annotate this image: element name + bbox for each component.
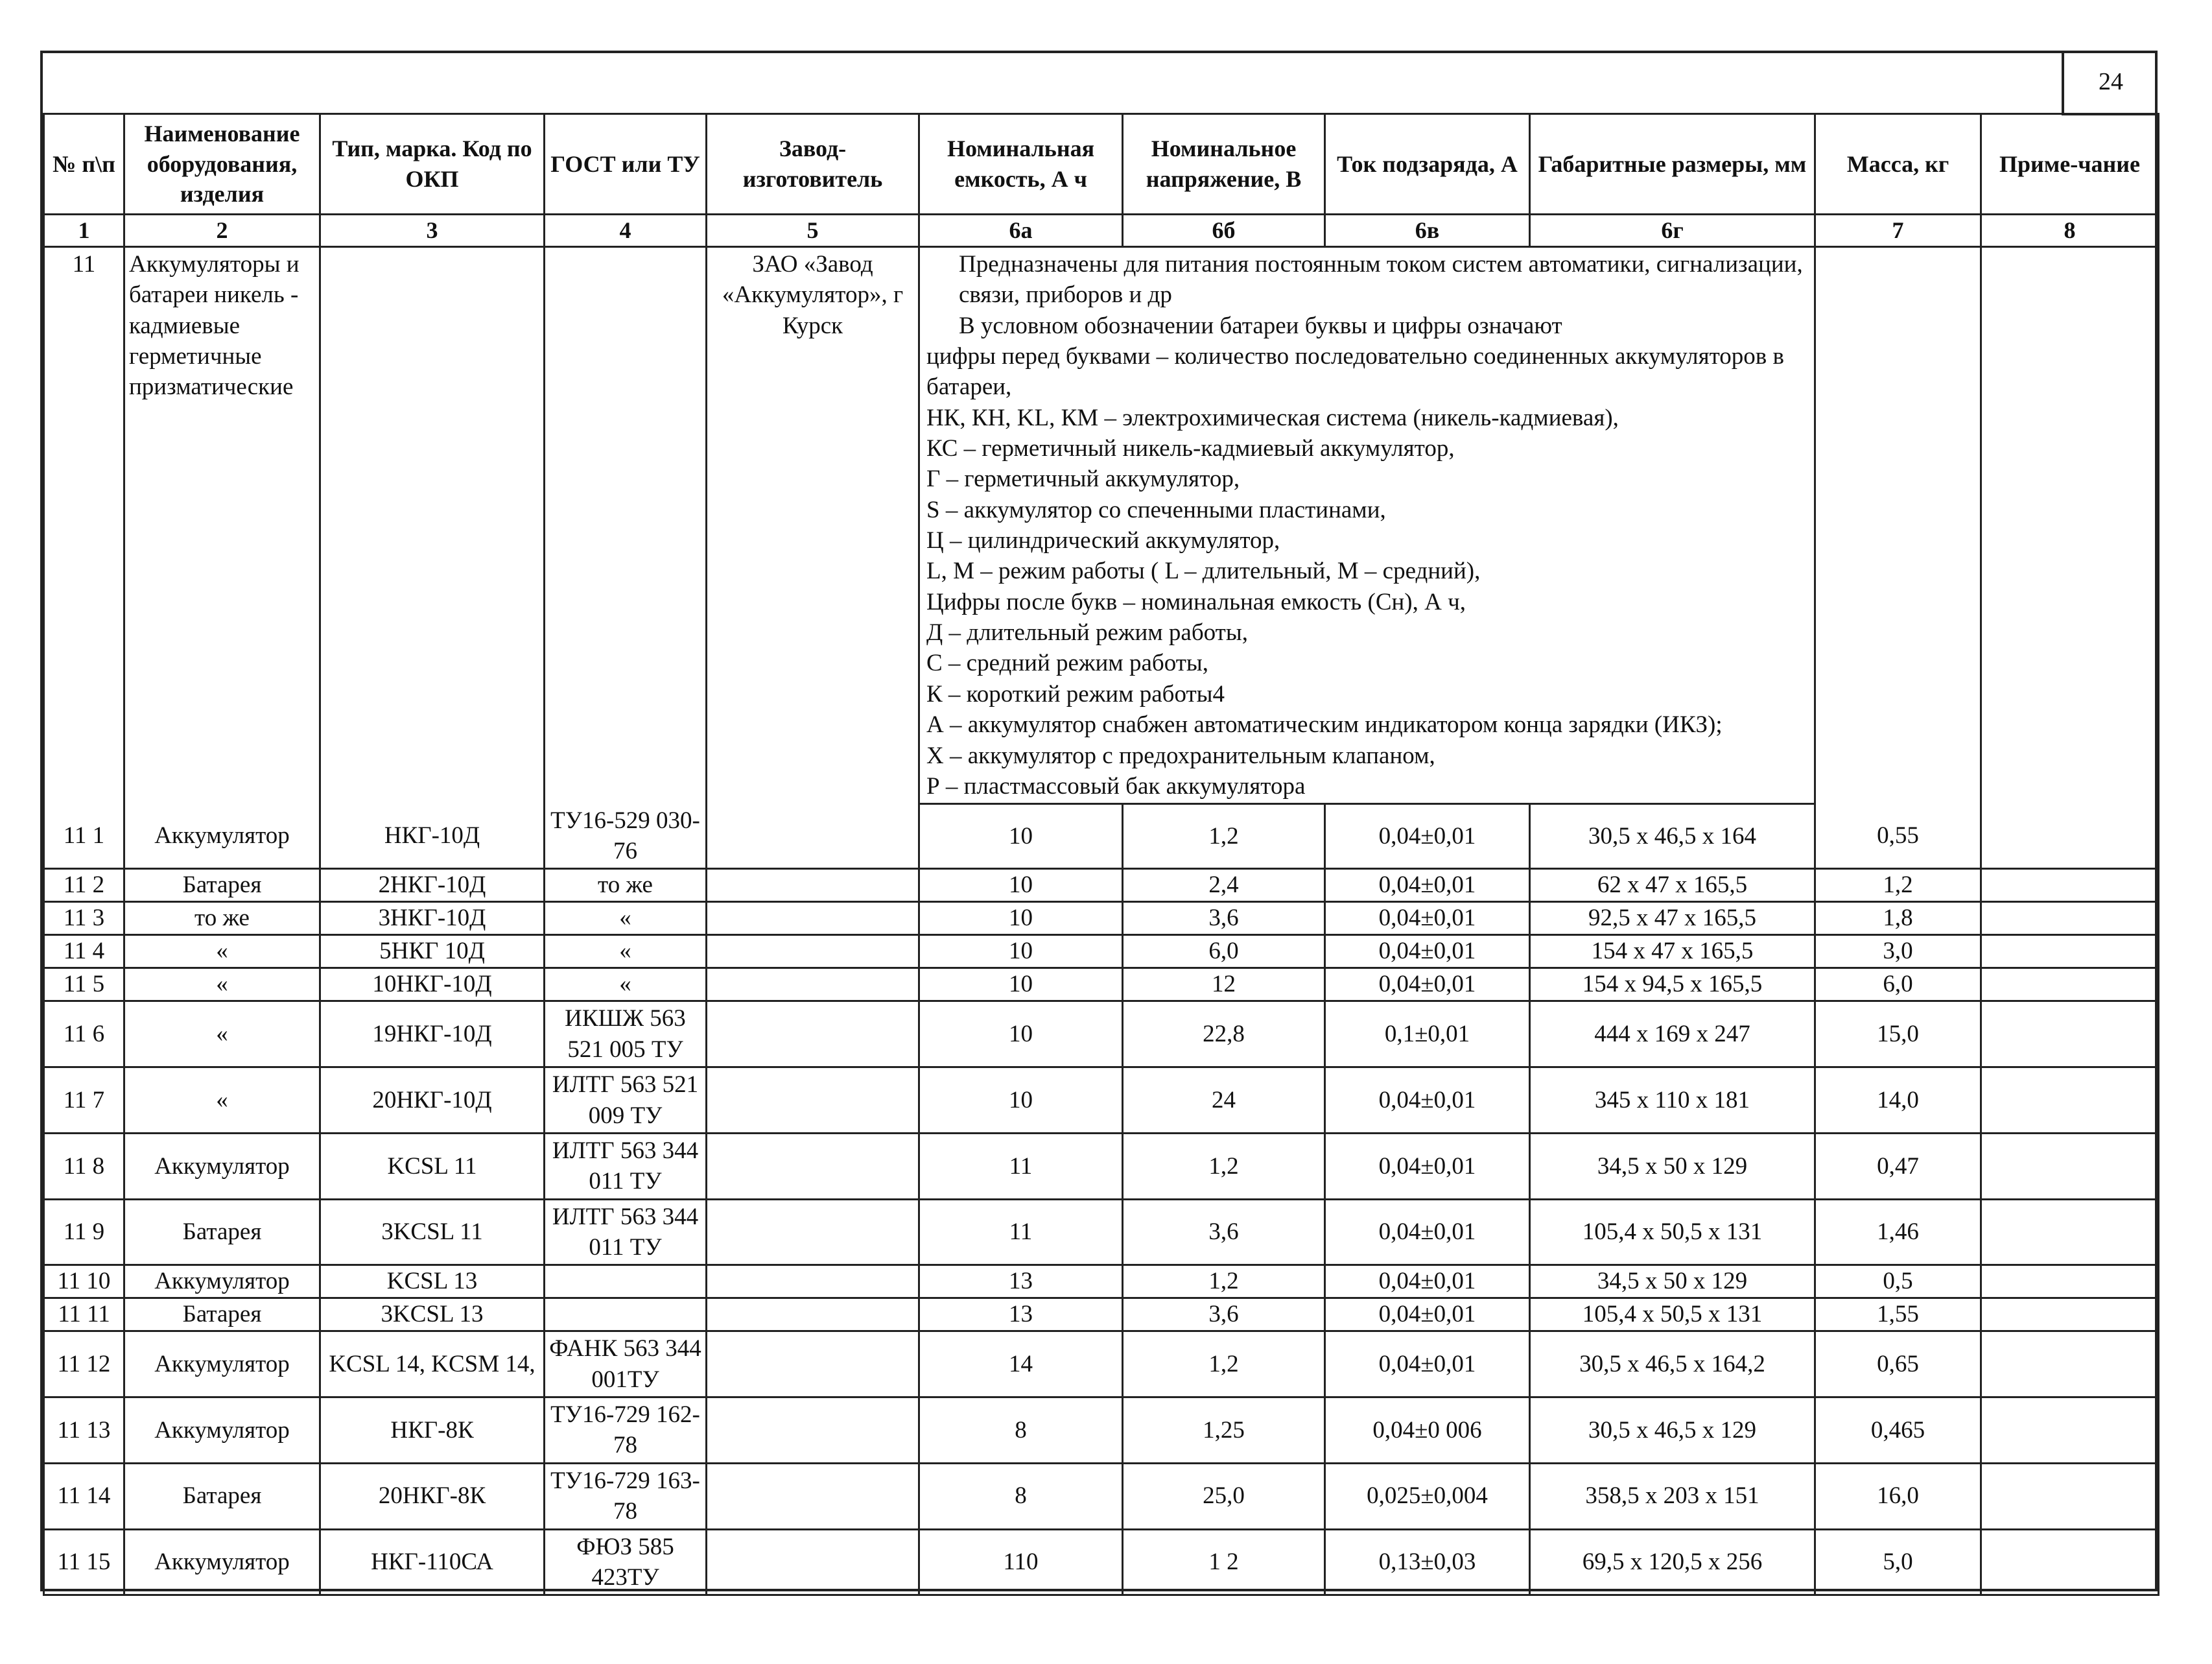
row-maker bbox=[707, 1331, 919, 1397]
row-dims: 105,4 х 50,5 х 131 bbox=[1530, 1199, 1815, 1265]
row-mass: 0,5 bbox=[1815, 1265, 1981, 1298]
row-note bbox=[1981, 1298, 2159, 1331]
row-type: 10НКГ-10Д bbox=[320, 968, 545, 1001]
row-type: 20НКГ-10Д bbox=[320, 1067, 545, 1134]
row-dims: 92,5 х 47 х 165,5 bbox=[1530, 902, 1815, 935]
table-row bbox=[44, 1397, 2159, 1464]
row-num: 11 5 bbox=[44, 968, 124, 1001]
row-num: 11 13 bbox=[44, 1397, 124, 1464]
row-type: 20НКГ-8К bbox=[320, 1463, 545, 1529]
row-type: KCSL 11 bbox=[320, 1133, 545, 1199]
row-type: 5НКГ 10Д bbox=[320, 935, 545, 968]
row-num: 11 14 bbox=[44, 1463, 124, 1529]
row-dims: 345 х 110 х 181 bbox=[1530, 1067, 1815, 1134]
row-maker bbox=[707, 968, 919, 1001]
row-num: 11 8 bbox=[44, 1133, 124, 1199]
row-note bbox=[1981, 935, 2159, 968]
row-current: 0,04±0,01 bbox=[1325, 1133, 1530, 1199]
description-line: А – аккумулятор снабжен автоматическим индикатором конца зарядки (ИКЗ); bbox=[926, 711, 1723, 739]
row-mass: 0,47 bbox=[1815, 1133, 1981, 1199]
row-name: « bbox=[124, 1067, 320, 1134]
col-number: 3 bbox=[320, 215, 545, 247]
row-name: то же bbox=[124, 902, 320, 935]
row-type: 3KCSL 11 bbox=[320, 1199, 545, 1265]
row-type: 19НКГ-10Д bbox=[320, 1001, 545, 1067]
row-current: 0,1±0,01 bbox=[1325, 1001, 1530, 1067]
row-current: 0,04±0 006 bbox=[1325, 1397, 1530, 1464]
header-maker: Завод-изготовитель bbox=[707, 114, 919, 215]
table-row bbox=[44, 1133, 2159, 1199]
row-maker bbox=[707, 1529, 919, 1595]
row-maker bbox=[707, 1298, 919, 1331]
description-line: S – аккумулятор со спеченными пластинами, bbox=[926, 496, 1386, 523]
row-num: 11 2 bbox=[44, 869, 124, 902]
row-dims: 444 х 169 х 247 bbox=[1530, 1001, 1815, 1067]
row-voltage: 6,0 bbox=[1123, 935, 1325, 968]
row-current: 0,04±0,01 bbox=[1325, 1298, 1530, 1331]
row-type: KCSL 14, KCSM 14, bbox=[320, 1331, 545, 1397]
row-voltage: 24 bbox=[1123, 1067, 1325, 1134]
col-number: 4 bbox=[545, 215, 707, 247]
row-dims: 30,5 х 46,5 х 164 bbox=[1530, 804, 1815, 869]
row-gost bbox=[545, 1265, 707, 1298]
row-dims: 34,5 х 50 х 129 bbox=[1530, 1133, 1815, 1199]
row-dims: 69,5 х 120,5 х 256 bbox=[1530, 1529, 1815, 1595]
row-num: 11 9 bbox=[44, 1199, 124, 1265]
row-capacity: 10 bbox=[919, 1001, 1123, 1067]
row-note bbox=[1981, 1331, 2159, 1397]
row-dims: 105,4 х 50,5 х 131 bbox=[1530, 1298, 1815, 1331]
row-capacity: 11 bbox=[919, 1199, 1123, 1265]
row-mass: 15,0 bbox=[1815, 1001, 1981, 1067]
row-voltage: 12 bbox=[1123, 968, 1325, 1001]
row-capacity: 10 bbox=[919, 902, 1123, 935]
table-row bbox=[44, 902, 2159, 935]
table-row bbox=[44, 1067, 2159, 1134]
header-num: № п\п bbox=[44, 114, 124, 215]
row-voltage: 1,2 bbox=[1123, 1265, 1325, 1298]
row-gost: ТУ16-529 030-76 bbox=[545, 804, 707, 869]
description-line: НК, КН, KL, КМ – электрохимическая система (никель-кадмиевая), bbox=[926, 404, 1619, 431]
row-num: 11 7 bbox=[44, 1067, 124, 1134]
header-voltage: Номинальное напряжение, В bbox=[1123, 114, 1325, 215]
row-dims: 154 х 47 х 165,5 bbox=[1530, 935, 1815, 968]
row-voltage: 1,2 bbox=[1123, 1133, 1325, 1199]
row-note bbox=[1981, 1133, 2159, 1199]
row-capacity: 13 bbox=[919, 1298, 1123, 1331]
row-voltage: 2,4 bbox=[1123, 869, 1325, 902]
row-gost: ИЛТГ 563 344 011 ТУ bbox=[545, 1199, 707, 1265]
table-row bbox=[44, 935, 2159, 968]
row-gost: ТУ16-729 163-78 bbox=[545, 1463, 707, 1529]
header-capacity: Номинальная емкость, А ч bbox=[919, 114, 1123, 215]
row-capacity: 10 bbox=[919, 1067, 1123, 1134]
row-dims: 154 х 94,5 х 165,5 bbox=[1530, 968, 1815, 1001]
row-maker bbox=[707, 902, 919, 935]
row-gost: ИКШЖ 563 521 005 ТУ bbox=[545, 1001, 707, 1067]
row-gost: ФЮЗ 585 423ТУ bbox=[545, 1529, 707, 1595]
row-note bbox=[1981, 1067, 2159, 1134]
row-num: 11 11 bbox=[44, 1298, 124, 1331]
row-type: 3НКГ-10Д bbox=[320, 902, 545, 935]
table-row bbox=[44, 804, 2159, 869]
description-line: С – средний режим работы, bbox=[926, 650, 1209, 677]
row-num: 11 3 bbox=[44, 902, 124, 935]
table-row bbox=[44, 1298, 2159, 1331]
row-note bbox=[1981, 1001, 2159, 1067]
row-type: НКГ-8К bbox=[320, 1397, 545, 1464]
description-line: Р – пластмассовый бак аккумулятора bbox=[926, 772, 1306, 800]
description-line: цифры перед буквами – количество последовательно соединенных аккумуляторов в батареи, bbox=[926, 342, 1784, 401]
row-gost: ИЛТГ 563 521 009 ТУ bbox=[545, 1067, 707, 1134]
row-note bbox=[1981, 869, 2159, 902]
row-capacity: 13 bbox=[919, 1265, 1123, 1298]
header-type: Тип, марка. Код по ОКП bbox=[320, 114, 545, 215]
row-name: « bbox=[124, 968, 320, 1001]
header-current: Ток подзаряда, А bbox=[1325, 114, 1530, 215]
row-mass: 14,0 bbox=[1815, 1067, 1981, 1134]
row-dims: 62 х 47 х 165,5 bbox=[1530, 869, 1815, 902]
row-note bbox=[1981, 1397, 2159, 1464]
table-row bbox=[44, 1265, 2159, 1298]
row-current: 0,04±0,01 bbox=[1325, 968, 1530, 1001]
row-name: Батарея bbox=[124, 1463, 320, 1529]
row-maker bbox=[707, 1133, 919, 1199]
row-capacity: 10 bbox=[919, 804, 1123, 869]
col-number: 8 bbox=[1981, 215, 2159, 247]
row-name: Аккумулятор bbox=[124, 1529, 320, 1595]
row-gost: то же bbox=[545, 869, 707, 902]
col-number: 1 bbox=[44, 215, 124, 247]
row-current: 0,04±0,01 bbox=[1325, 1067, 1530, 1134]
row-maker bbox=[707, 1397, 919, 1464]
empty-cell bbox=[1981, 246, 2159, 803]
row-mass: 1,46 bbox=[1815, 1199, 1981, 1265]
row-voltage: 25,0 bbox=[1123, 1463, 1325, 1529]
row-voltage: 1,2 bbox=[1123, 1331, 1325, 1397]
row-type: 3KCSL 13 bbox=[320, 1298, 545, 1331]
row-current: 0,04±0,01 bbox=[1325, 1265, 1530, 1298]
row-mass: 0,465 bbox=[1815, 1397, 1981, 1464]
row-note bbox=[1981, 1265, 2159, 1298]
row-voltage: 3,6 bbox=[1123, 1199, 1325, 1265]
header-dims: Габаритные размеры, мм bbox=[1530, 114, 1815, 215]
col-number: 6б bbox=[1123, 215, 1325, 247]
col-number: 6в bbox=[1325, 215, 1530, 247]
group-intro-row bbox=[44, 246, 2159, 803]
row-note bbox=[1981, 804, 2159, 869]
row-gost: ТУ16-729 162-78 bbox=[545, 1397, 707, 1464]
row-name: Батарея bbox=[124, 869, 320, 902]
row-note bbox=[1981, 1529, 2159, 1595]
row-num: 11 6 bbox=[44, 1001, 124, 1067]
col-number: 7 bbox=[1815, 215, 1981, 247]
row-current: 0,04±0,01 bbox=[1325, 869, 1530, 902]
row-current: 0,04±0,01 bbox=[1325, 1199, 1530, 1265]
row-mass: 1,8 bbox=[1815, 902, 1981, 935]
row-name: « bbox=[124, 935, 320, 968]
description-line: Предназначены для питания постоянным током систем автоматики, сигнализации, связи, приборов и др bbox=[959, 250, 1803, 309]
header-gost: ГОСТ или ТУ bbox=[545, 114, 707, 215]
row-mass: 5,0 bbox=[1815, 1529, 1981, 1595]
row-type: НКГ-10Д bbox=[320, 804, 545, 869]
row-voltage: 1,25 bbox=[1123, 1397, 1325, 1464]
table-row bbox=[44, 869, 2159, 902]
table-row bbox=[44, 968, 2159, 1001]
empty-cell bbox=[1815, 246, 1981, 803]
row-gost bbox=[545, 1298, 707, 1331]
equipment-table bbox=[43, 113, 2159, 1596]
table-row bbox=[44, 1001, 2159, 1067]
row-current: 0,04±0,01 bbox=[1325, 935, 1530, 968]
row-current: 0,13±0,03 bbox=[1325, 1529, 1530, 1595]
header-note: Приме-чание bbox=[1981, 114, 2159, 215]
description-line: Ц – цилиндрический аккумулятор, bbox=[926, 527, 1280, 554]
row-mass: 16,0 bbox=[1815, 1463, 1981, 1529]
row-capacity: 10 bbox=[919, 869, 1123, 902]
row-name: Батарея bbox=[124, 1298, 320, 1331]
row-gost: « bbox=[545, 968, 707, 1001]
group-name: Аккумуляторы и батареи никель - кадмиевые герметичные призматические bbox=[124, 246, 320, 803]
description-line: Х – аккумулятор с предохранительным клапаном, bbox=[926, 742, 1435, 769]
row-current: 0,04±0,01 bbox=[1325, 1331, 1530, 1397]
header-mass: Масса, кг bbox=[1815, 114, 1981, 215]
column-number-row bbox=[44, 215, 2159, 247]
row-dims: 30,5 х 46,5 х 164,2 bbox=[1530, 1331, 1815, 1397]
row-voltage: 1 2 bbox=[1123, 1529, 1325, 1595]
col-number: 2 bbox=[124, 215, 320, 247]
row-note bbox=[1981, 1463, 2159, 1529]
col-number: 5 bbox=[707, 215, 919, 247]
row-type: KCSL 13 bbox=[320, 1265, 545, 1298]
row-capacity: 11 bbox=[919, 1133, 1123, 1199]
row-mass: 0,55 bbox=[1815, 804, 1981, 869]
row-num: 11 15 bbox=[44, 1529, 124, 1595]
row-name: Батарея bbox=[124, 1199, 320, 1265]
row-voltage: 1,2 bbox=[1123, 804, 1325, 869]
row-name: Аккумулятор bbox=[124, 1133, 320, 1199]
row-mass: 6,0 bbox=[1815, 968, 1981, 1001]
row-maker bbox=[707, 935, 919, 968]
row-voltage: 22,8 bbox=[1123, 1001, 1325, 1067]
row-maker bbox=[707, 1199, 919, 1265]
header-row bbox=[44, 114, 2159, 215]
row-gost: ИЛТГ 563 344 011 ТУ bbox=[545, 1133, 707, 1199]
row-capacity: 8 bbox=[919, 1397, 1123, 1464]
row-name: Аккумулятор bbox=[124, 1265, 320, 1298]
row-mass: 3,0 bbox=[1815, 935, 1981, 968]
row-num: 11 10 bbox=[44, 1265, 124, 1298]
col-number: 6г bbox=[1530, 215, 1815, 247]
header-name: Наименование оборудования, изделия bbox=[124, 114, 320, 215]
row-maker bbox=[707, 1463, 919, 1529]
row-name: « bbox=[124, 1001, 320, 1067]
row-name: Аккумулятор bbox=[124, 1397, 320, 1464]
row-name: Аккумулятор bbox=[124, 1331, 320, 1397]
description-line: Цифры после букв – номинальная емкость (Сн), А ч, bbox=[926, 588, 1466, 615]
row-note bbox=[1981, 1199, 2159, 1265]
description-line: Д – длительный режим работы, bbox=[926, 619, 1248, 647]
table-row bbox=[44, 1331, 2159, 1397]
row-gost: ФАНК 563 344 001ТУ bbox=[545, 1331, 707, 1397]
table-row bbox=[44, 1463, 2159, 1529]
group-maker: ЗАО «Завод «Аккумулятор», г Курск bbox=[707, 246, 919, 869]
row-current: 0,04±0,01 bbox=[1325, 804, 1530, 869]
group-num: 11 bbox=[44, 246, 124, 803]
row-num: 11 1 bbox=[44, 804, 124, 869]
row-voltage: 3,6 bbox=[1123, 902, 1325, 935]
row-dims: 34,5 х 50 х 129 bbox=[1530, 1265, 1815, 1298]
row-voltage: 3,6 bbox=[1123, 1298, 1325, 1331]
row-gost: « bbox=[545, 902, 707, 935]
row-num: 11 4 bbox=[44, 935, 124, 968]
row-capacity: 110 bbox=[919, 1529, 1123, 1595]
group-description bbox=[919, 246, 1815, 803]
row-gost: « bbox=[545, 935, 707, 968]
page-number: 24 bbox=[2062, 51, 2158, 115]
row-capacity: 10 bbox=[919, 935, 1123, 968]
row-current: 0,025±0,004 bbox=[1325, 1463, 1530, 1529]
col-number: 6а bbox=[919, 215, 1123, 247]
row-note bbox=[1981, 902, 2159, 935]
table-row bbox=[44, 1529, 2159, 1595]
row-dims: 30,5 х 46,5 х 129 bbox=[1530, 1397, 1815, 1464]
row-capacity: 8 bbox=[919, 1463, 1123, 1529]
row-capacity: 10 bbox=[919, 968, 1123, 1001]
row-type: НКГ-110СА bbox=[320, 1529, 545, 1595]
description-line: К – короткий режим работы4 bbox=[926, 680, 1225, 707]
row-capacity: 14 bbox=[919, 1331, 1123, 1397]
row-dims: 358,5 х 203 х 151 bbox=[1530, 1463, 1815, 1529]
row-mass: 0,65 bbox=[1815, 1331, 1981, 1397]
table-row bbox=[44, 1199, 2159, 1265]
empty-cell bbox=[545, 246, 707, 803]
description-line: L, M – режим работы ( L – длительный, М – средний), bbox=[926, 558, 1481, 585]
row-maker bbox=[707, 1265, 919, 1298]
description-line: КС – герметичный никель-кадмиевый аккумулятор, bbox=[926, 434, 1455, 462]
description-line: В условном обозначении батареи буквы и цифры означают bbox=[959, 312, 1562, 339]
row-maker bbox=[707, 1067, 919, 1134]
row-maker bbox=[707, 1001, 919, 1067]
row-note bbox=[1981, 968, 2159, 1001]
row-num: 11 12 bbox=[44, 1331, 124, 1397]
empty-cell bbox=[320, 246, 545, 803]
row-current: 0,04±0,01 bbox=[1325, 902, 1530, 935]
row-name: Аккумулятор bbox=[124, 804, 320, 869]
row-mass: 1,2 bbox=[1815, 869, 1981, 902]
row-type: 2НКГ-10Д bbox=[320, 869, 545, 902]
description-line: Г – герметичный аккумулятор, bbox=[926, 466, 1240, 493]
row-maker bbox=[707, 869, 919, 902]
row-mass: 1,55 bbox=[1815, 1298, 1981, 1331]
